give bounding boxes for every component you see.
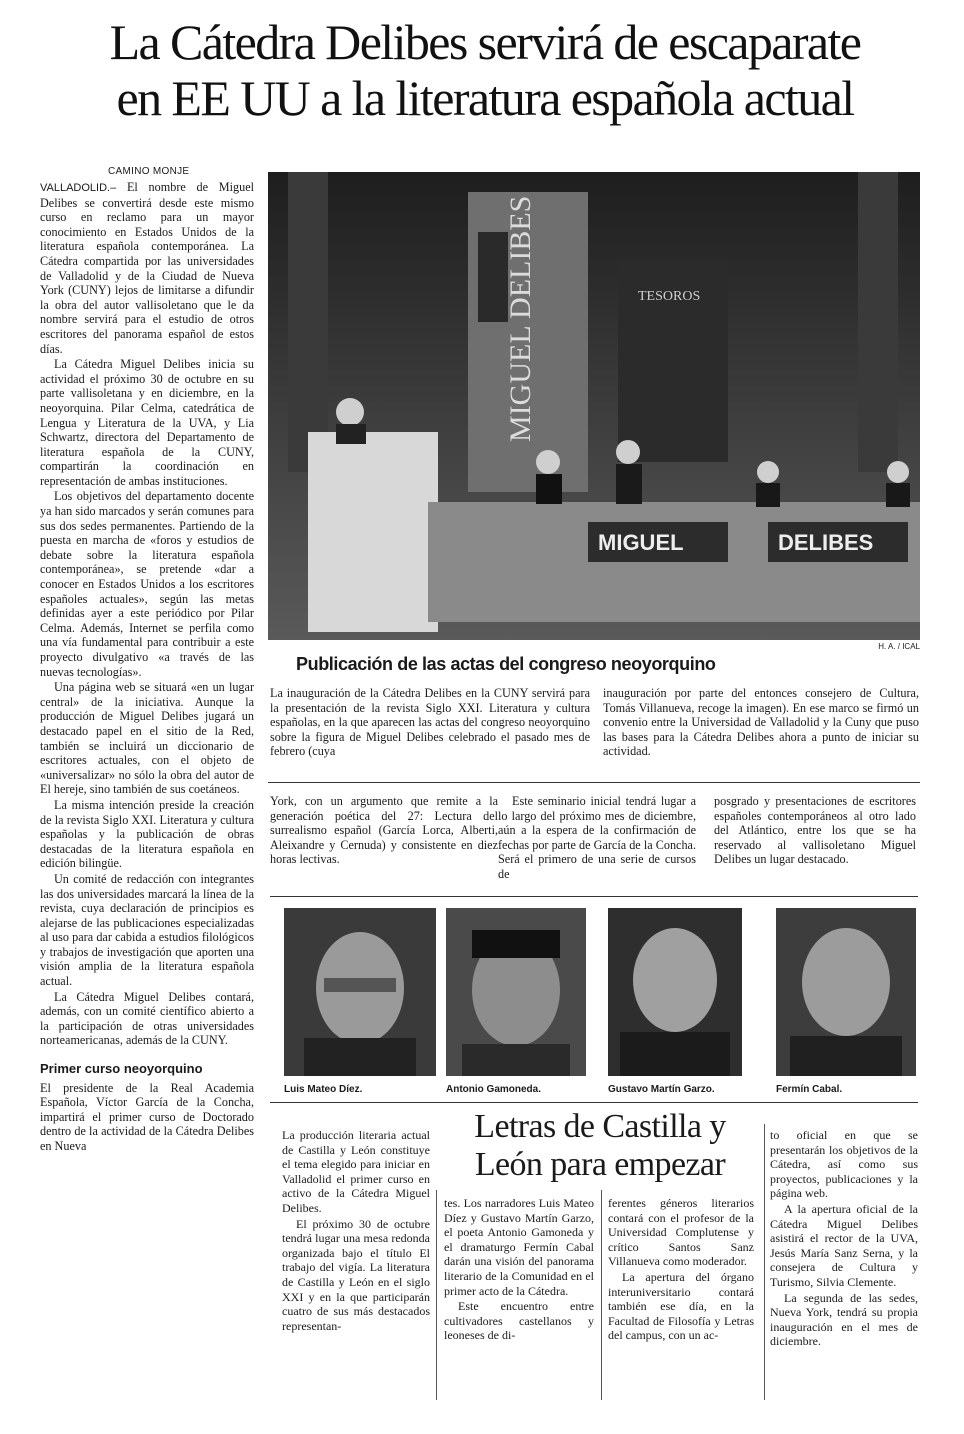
portrait-fermin-cabal — [776, 908, 916, 1076]
headline — [30, 14, 940, 126]
dateline: VALLADOLID.– — [40, 182, 117, 194]
paragraph: La misma intención preside la creación de la revista Siglo XXI. Literatura y cultura españolas y la publicación de obras destacadas de la literatura española en edición bilingüe. — [40, 797, 254, 871]
conference-photo-illustration — [268, 172, 920, 640]
caption-right — [603, 686, 919, 760]
box-headline-line-1: Letras de Castilla y — [474, 1108, 726, 1145]
paragraph: La apertura del órgano interuniversitario contará también ese día, en la Facultad de Filosofía y Letras del campus, con un ac- — [608, 1269, 754, 1343]
continuation-col-3 — [714, 794, 916, 868]
paragraph: Este encuentro entre cultivadores castellanos y leoneses de di- — [444, 1299, 594, 1343]
paragraph-text: El nombre de Miguel Delibes se convertirá desde este mismo curso en reclamo para un mayor conocimiento en Estados Unidos de la literatura española contemporánea. La Cátedra compartida por las universidades de Valladolid y de la Ciudad de Nueva York (CUNY) lejos de limitarse a difundir la obra del autor vallisoletano que le da nombre servirá para el estudio de otros escritores del panorama español de estos días. — [40, 180, 254, 356]
column-separator — [601, 1190, 602, 1400]
paragraph: El presidente de la Real Academia Española, Víctor García de la Concha, impartirá el primer curso de Doctorado dentro de la actividad de la Cátedra Delibes en Nueva — [40, 1080, 254, 1153]
caption-portrait-4: Fermín Cabal. — [776, 1084, 843, 1095]
main-column — [40, 180, 254, 1155]
box-col-2 — [444, 1196, 594, 1344]
paragraph: El próximo 30 de octubre tendrá lugar una mesa redonda organizada bajo el título El trabajo del vigía. La literatura de Castilla y León en el siglo XXI y en la que participarán cuatro de sus más destacados representan- — [282, 1216, 430, 1333]
paragraph: to oficial en que se presentarán los objetivos de la Cátedra, así como sus proyectos, publicaciones y la página web. — [770, 1128, 918, 1201]
paragraph: tes. Los narradores Luis Mateo Díez y Gustavo Martín Garzo, el poeta Antonio Gamoneda y el dramaturgo Fermín Cabal darán una visión del panorama literario de la Comunidad en el primer acto de la Cátedra. — [444, 1196, 594, 1298]
divider — [268, 782, 920, 783]
banner-miguel-delibes: MIGUEL DELIBES — [504, 195, 537, 442]
banner-tesoros: TESOROS — [638, 289, 701, 304]
headline-line-1: La Cátedra Delibes servirá de escaparate — [109, 14, 861, 70]
column-separator — [436, 1190, 437, 1400]
continuation-col-1 — [270, 794, 498, 868]
table-banner-left: MIGUEL — [598, 530, 684, 555]
paragraph — [40, 180, 254, 356]
paragraph: inauguración por parte del entonces consejero de Cultura, Tomás Villanueva, recoge la imagen). En ese marco se firmó un convenio entre la Universidad de Valladolid y la Cuny que puso las bases para la Cátedra Delibes ahora a punto de iniciar su actividad. — [603, 686, 919, 759]
paragraph: La Cátedra Miguel Delibes inicia su actividad el próximo 30 de octubre en su parte vallisoletana y en diciembre, en la neoyorquina. Pilar Celma, catedrática de Lengua y Literatura de la UVA, y Lia Schwartz, directora del Departamento de literatura española de la CUNY, compartirán la coordinación en representación de ambas instituciones. — [40, 357, 254, 488]
paragraph: Una página web se situará «en un lugar central» de la iniciativa. Aunque la producción de Miguel Delibes jugará un destacado papel en el sitio de la Red, también se incluirá un diccionario de escritores actuales, con el objeto de «universalizar» no sólo la obra del autor de El hereje, sino también de sus coetáneos. — [40, 680, 254, 797]
paragraph: Un comité de redacción con integrantes las dos universidades marcará la línea de la revista, cuya declaración de principios es alejarse de las publicaciones especializadas al uso para dar cabida a estudios filológicos y trabajos de investigación que aporten una visión amplia de la literatura española actual. — [40, 871, 254, 989]
portrait-luis-mateo-diez — [284, 908, 436, 1076]
paragraph: La producción literaria actual de Castilla y León constituye el tema elegido para iniciar en Valladolid el primer curso en activo de la Cátedra Miguel Delibes. — [282, 1128, 430, 1215]
column-separator — [764, 1124, 765, 1400]
headline-line-2: en EE UU a la literatura española actual — [116, 70, 854, 126]
conference-photo — [268, 172, 920, 640]
box-headline-line-2: León para empezar — [474, 1146, 726, 1183]
continuation-col-2 — [498, 794, 696, 883]
paragraph: A la apertura oficial de la Cátedra Miguel Delibes asistirá el rector de la UVA, Jesús María Sanz Serna, y la consejera de Cultura y Turismo, Silvia Clemente. — [770, 1201, 918, 1289]
portrait-illustration — [284, 908, 436, 1076]
photo-credit: H. A. / ICAL — [878, 642, 920, 651]
paragraph: Los objetivos del departamento docente ya han sido marcados y serán comunes para sus dos sedes permanentes. Partiendo de la puesta en marcha de «foros y estudios de debate sobre la literatura española contemporánea», se pretende «dar a conocer en Estados Unidos a los escritores españoles actuales», según las metas definidas ayer a este periódico por Pilar Celma. Además, Internet se perfila como una vía fundamental para contribuir a este proyecto divulgativo «a través de las nuevas tecnologías». — [40, 489, 254, 679]
portrait-illustration — [608, 908, 742, 1076]
subhead-primer-curso: Primer curso neoyorquino — [40, 1061, 203, 1077]
box-col-4 — [770, 1128, 918, 1350]
portrait-illustration — [776, 908, 916, 1076]
portrait-antonio-gamoneda — [446, 908, 586, 1076]
paragraph: La Cátedra Miguel Delibes contará, además, con un comité científico abierto a la participación de otras universidades norteamericanas, además de la CUNY. — [40, 989, 254, 1048]
paragraph: La segunda de las sedes, Nueva York, tendrá su propia inauguración en el mes de diciembre. — [770, 1290, 918, 1349]
paragraph: La inauguración de la Cátedra Delibes en la CUNY servirá para la presentación de la revista Siglo XXI. Literatura y cultura españolas, en la que aparecen las actas del congreso neoyorquino sobre la figura de Miguel Delibes celebrado el pasado mes de febrero (cuya — [270, 686, 590, 759]
box-col-1 — [282, 1128, 430, 1334]
caption-portrait-1: Luis Mateo Díez. — [284, 1084, 363, 1095]
caption-portrait-3: Gustavo Martín Garzo. — [608, 1084, 715, 1095]
box-top-rule — [270, 896, 918, 897]
table-banner-right: DELIBES — [778, 530, 874, 555]
paragraph: Este seminario inicial tendrá lugar a lo largo del próximo mes de diciembre, aún a la espera de la confirmación de fechas por parte de García de la Concha. Será el primero de una serie de cursos de — [498, 794, 696, 881]
divider — [270, 1102, 918, 1103]
box-headline — [440, 1108, 760, 1184]
subhead-publicacion: Publicación de las actas del congreso neoyorquino — [296, 654, 716, 674]
portrait-gustavo-martin-garzo — [608, 908, 742, 1076]
byline: CAMINO MONJE — [108, 166, 190, 177]
paragraph: posgrado y presentaciones de escritores españoles contemporáneos al otro lado del Atlántico, entre los que se ha reservado al vallisoletano Miguel Delibes un lugar destacado. — [714, 794, 916, 867]
paragraph: York, con un argumento que remite a la generación poética del 27: Lectura del surrealismo español (García Lorca, Alberti, Aleixandre y Cernuda) y consistente en diez horas lectivas. — [270, 794, 498, 867]
paragraph: ferentes géneros literarios contará con el profesor de la Universidad Complutense y crítico Santos Sanz Villanueva como moderador. — [608, 1196, 754, 1269]
portrait-illustration — [446, 908, 586, 1076]
caption-left — [270, 686, 590, 760]
box-col-3 — [608, 1196, 754, 1344]
caption-portrait-2: Antonio Gamoneda. — [446, 1084, 541, 1095]
